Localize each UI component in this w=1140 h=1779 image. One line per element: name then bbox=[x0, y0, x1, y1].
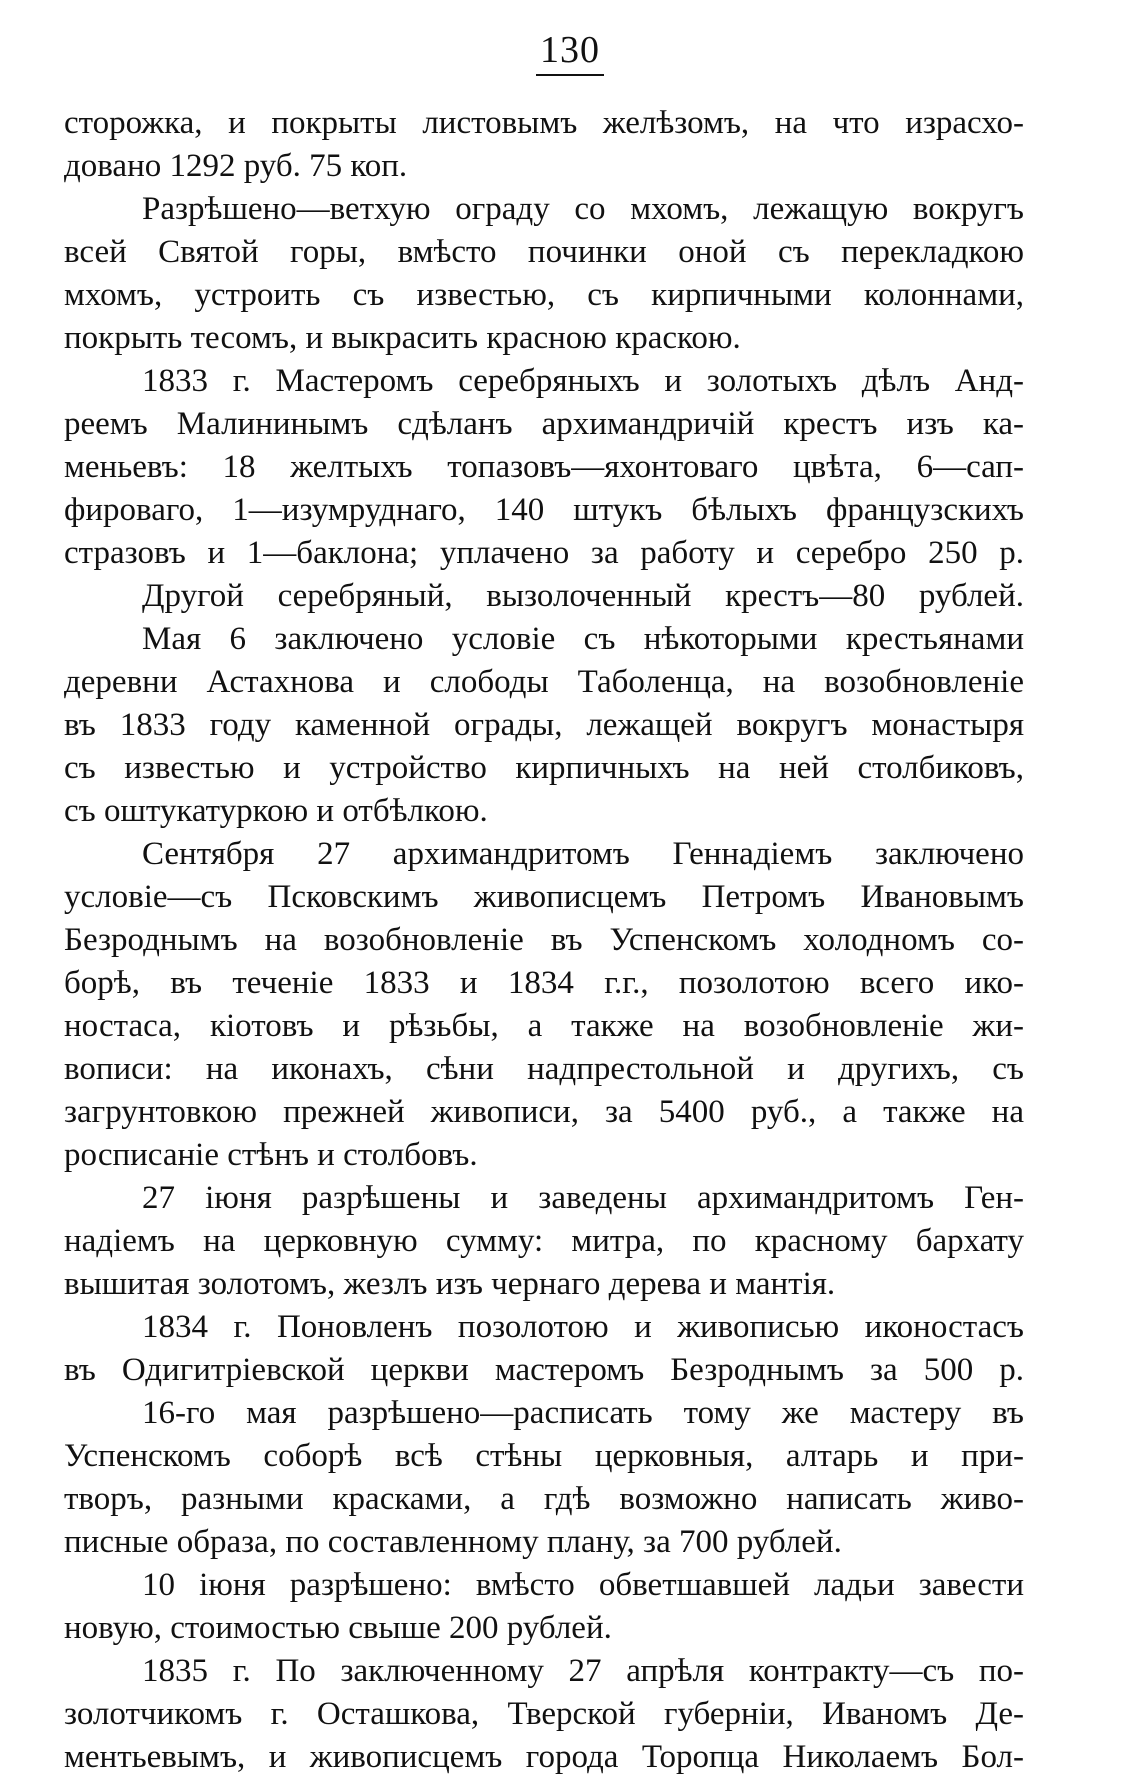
text-line: творъ, разными красками, а гдѣ возможно написать живо- bbox=[64, 1481, 1024, 1517]
text-line: 1833 г. Мастеромъ серебряныхъ и золотыхъ дѣлъ Анд- bbox=[142, 363, 1024, 399]
text-line: 16-го мая разрѣшено—расписать тому же мастеру въ bbox=[142, 1395, 1024, 1431]
text-line: росписаніе стѣнъ и столбовъ. bbox=[64, 1137, 478, 1173]
page-number-text: 130 bbox=[536, 28, 604, 76]
text-line: писные образа, по составленному плану, за 700 рублей. bbox=[64, 1524, 842, 1560]
text-line: въ 1833 году каменной ограды, лежащей вокругъ монастыря bbox=[64, 707, 1024, 743]
text-line: условіе—съ Псковскимъ живописцемъ Петромъ Ивановымъ bbox=[64, 879, 1024, 915]
text-line: меньевъ: 18 желтыхъ топазовъ—яхонтоваго цвѣта, 6—сап- bbox=[64, 449, 1024, 485]
text-line: вышитая золотомъ, жезлъ изъ чернаго дерева и мантія. bbox=[64, 1266, 836, 1302]
text-line: вописи: на иконахъ, сѣни надпрестольной и другихъ, съ bbox=[64, 1051, 1024, 1087]
text-line: всей Святой горы, вмѣсто починки оной съ перекладкою bbox=[64, 234, 1024, 270]
text-line: реемъ Малининымъ сдѣланъ архимандричій крестъ изъ ка- bbox=[64, 406, 1024, 442]
text-line: покрыть тесомъ, и выкрасить красною краскою. bbox=[64, 320, 741, 356]
text-line: Успенскомъ соборѣ всѣ стѣны церковныя, алтарь и при- bbox=[64, 1438, 1024, 1474]
text-line: золотчикомъ г. Осташкова, Тверской губерніи, Иваномъ Де- bbox=[64, 1696, 1024, 1732]
text-line: Разрѣшено—ветхую ограду со мхомъ, лежащую вокругъ bbox=[142, 191, 1024, 227]
text-line: 1835 г. По заключенному 27 апрѣля контракту—съ по- bbox=[142, 1653, 1024, 1689]
text-line: загрунтовкою прежней живописи, за 5400 руб., а также на bbox=[64, 1094, 1024, 1130]
text-line: Сентября 27 архимандритомъ Геннадіемъ заключено bbox=[142, 836, 1024, 872]
text-line: 1834 г. Поновленъ позолотою и живописью иконостасъ bbox=[142, 1309, 1024, 1345]
text-line: довано 1292 руб. 75 коп. bbox=[64, 148, 408, 184]
text-line: деревни Астахнова и слободы Таболенца, на возобновленіе bbox=[64, 664, 1024, 700]
text-line: мхомъ, устроить съ известью, съ кирпичными колоннами, bbox=[64, 277, 1024, 313]
text-line: съ известью и устройство кирпичныхъ на ней столбиковъ, bbox=[64, 750, 1024, 786]
text-line: стразовъ и 1—баклона; уплачено за работу и серебро 250 р. bbox=[64, 535, 1024, 571]
body-text bbox=[64, 102, 1024, 1779]
text-line: 27 іюня разрѣшены и заведены архимандритомъ Ген- bbox=[142, 1180, 1024, 1216]
text-line: 10 іюня разрѣшено: вмѣсто обветшавшей ладьи завести bbox=[142, 1567, 1024, 1603]
text-line: борѣ, въ теченіе 1833 и 1834 г.г., позолотою всего ико- bbox=[64, 965, 1024, 1001]
text-line: Другой серебряный, вызолоченный крестъ—80 рублей. bbox=[142, 578, 1024, 614]
text-line: фироваго, 1—изумруднаго, 140 штукъ бѣлыхъ французскихъ bbox=[64, 492, 1024, 528]
text-line: надіемъ на церковную сумму: митра, по красному бархату bbox=[64, 1223, 1024, 1259]
text-line: Безроднымъ на возобновленіе въ Успенскомъ холодномъ со- bbox=[64, 922, 1024, 958]
page-number bbox=[0, 28, 1140, 76]
text-line: новую, стоимостью свыше 200 рублей. bbox=[64, 1610, 612, 1646]
text-line: сторожка, и покрыты листовымъ желѣзомъ, на что израсхо- bbox=[64, 105, 1024, 141]
text-line: въ Одигитріевской церкви мастеромъ Безроднымъ за 500 р. bbox=[64, 1352, 1024, 1388]
text-line: ментьевымъ, и живописцемъ города Торопца Николаемъ Бол- bbox=[64, 1739, 1024, 1775]
text-line: Мая 6 заключено условіе съ нѣкоторыми крестьянами bbox=[142, 621, 1024, 657]
text-line: ностаса, кіотовъ и рѣзьбы, а также на возобновленіе жи- bbox=[64, 1008, 1024, 1044]
text-line: съ оштукатуркою и отбѣлкою. bbox=[64, 793, 488, 829]
